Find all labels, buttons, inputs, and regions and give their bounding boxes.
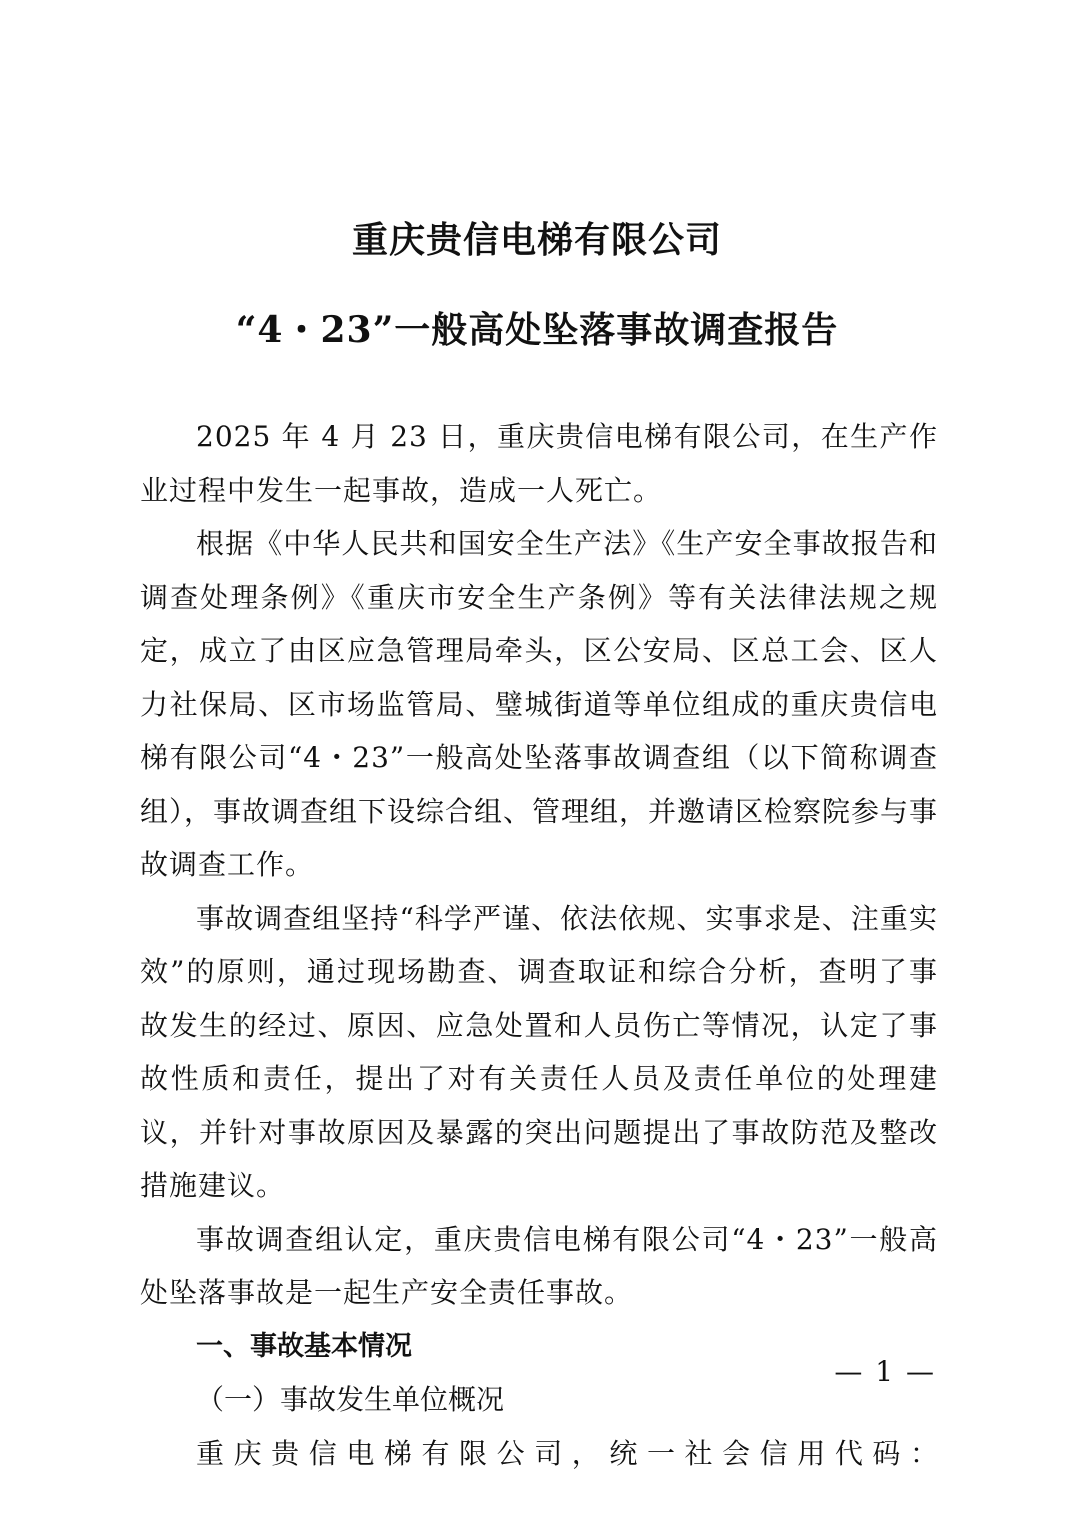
- company-info-char: ：: [909, 1436, 938, 1470]
- company-info-char: 一: [646, 1436, 675, 1470]
- page-number: — 1 —: [834, 1355, 936, 1388]
- company-info-char: 用: [797, 1436, 826, 1470]
- company-info-char: 贵: [271, 1436, 300, 1470]
- company-info-char: 码: [872, 1436, 901, 1470]
- company-info-char: 庆: [233, 1436, 262, 1470]
- company-info-char: 信: [759, 1436, 788, 1470]
- report-title-line2: “4・23”一般高处坠落事故调查报告: [235, 309, 839, 351]
- conclusion-paragraph: 事故调查组认定，重庆贵信电梯有限公司“4・23”一般高处坠落事故是一起生产安全责任事故。: [140, 1222, 938, 1309]
- company-info-char: 社: [684, 1436, 713, 1470]
- company-info-char: 有: [421, 1436, 450, 1470]
- company-info-char: 电: [346, 1436, 375, 1470]
- company-info-char: 会: [722, 1436, 751, 1470]
- section-heading-basic-info: 一、事故基本情况: [196, 1330, 412, 1362]
- company-info-char: 公: [496, 1436, 525, 1470]
- company-info-char: ，: [571, 1436, 600, 1470]
- company-info-char: 代: [834, 1436, 863, 1470]
- subsection-heading-unit-overview: （一）事故发生单位概况: [196, 1383, 505, 1416]
- company-info-char: 统: [609, 1436, 638, 1470]
- company-info-char: 重: [196, 1436, 225, 1470]
- company-info-char: 梯: [383, 1436, 412, 1470]
- report-title-line1: 重庆贵信电梯有限公司: [351, 219, 722, 261]
- company-info-char: 信: [308, 1436, 337, 1470]
- company-info-line: [140, 1427, 938, 1481]
- legal-basis-paragraph: 根据《中华人民共和国安全生产法》《生产安全事故报告和调查处理条例》《重庆市安全生产条例》等有关法律法规之规定，成立了由区应急管理局牵头，区公安局、区总工会、区人力社保局、区市场监管局、璧城街道等单位组成的重庆贵信电梯有限公司“4・23”一般高处坠落事故调查组（以下简称调查组），事故调查组下设综合组、管理组，并邀请区检察院参与事故调查工作。: [140, 527, 939, 881]
- principles-paragraph: 事故调查组坚持“科学严谨、依法依规、实事求是、注重实效”的原则，通过现场勘查、调查取证和综合分析，查明了事故发生的经过、原因、应急处置和人员伤亡等情况，认定了事故性质和责任，提出了对有关责任人员及责任单位的处理建议，并针对事故原因及暴露的突出问题提出了事故防范及整改措施建议。: [140, 901, 938, 1202]
- company-info-char: 限: [459, 1436, 488, 1470]
- intro-paragraph: 2025 年 4 月 23 日，重庆贵信电梯有限公司，在生产作业过程中发生一起事故，造成一人死亡。: [140, 420, 938, 507]
- company-info-char: 司: [534, 1436, 563, 1470]
- report-body: [140, 410, 938, 1480]
